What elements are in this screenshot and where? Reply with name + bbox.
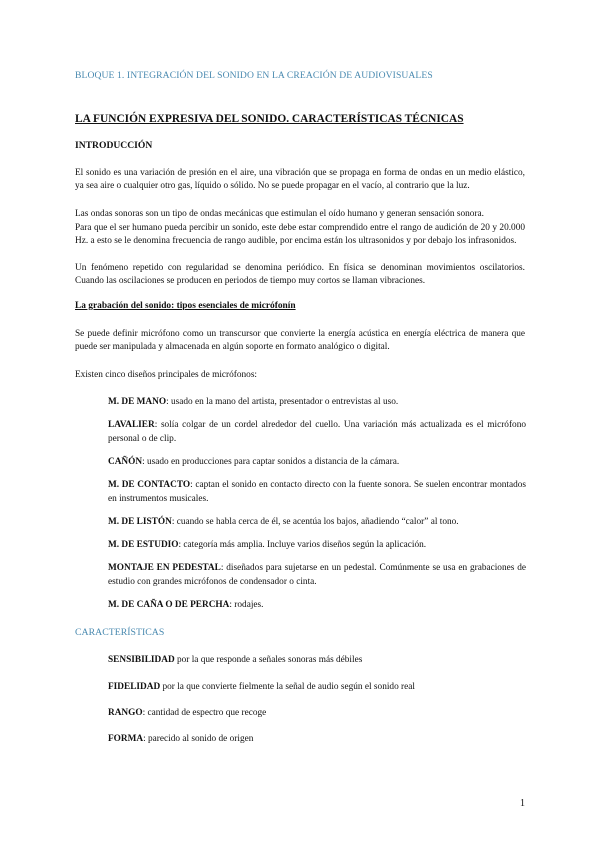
mic-type-item: [108, 418, 526, 446]
mic-type-term: CAÑÓN: [108, 457, 143, 467]
mic-type-item: [108, 478, 526, 506]
intro-paragraph-4: Un fenómeno repetido con regularidad se denomina periódico. En física se denominan movimientos oscilatorios. Cuando las oscilaciones se producen en periodos de tiempo muy cortos se llaman vibraciones.: [75, 263, 525, 287]
mic-type-item: [108, 395, 526, 409]
mic-type-item: [108, 538, 526, 552]
characteristic-desc: : cantidad de espectro que recoge: [142, 708, 267, 718]
block-title: BLOQUE 1. INTEGRACIÓN DEL SONIDO EN LA CREACIÓN DE AUDIOVISUALES: [75, 70, 433, 81]
mic-type-desc: : usado en la mano del artista, presentador o entrevistas al uso.: [166, 397, 399, 407]
characteristic-item: [108, 706, 526, 720]
mic-type-desc: : rodajes.: [229, 600, 264, 610]
mic-type-term: M. DE MANO: [108, 397, 167, 407]
mic-type-term: M. DE CAÑA O DE PERCHA: [108, 600, 230, 610]
characteristic-item: [108, 732, 526, 746]
mic-type-desc: : solía colgar de un cordel alrededor del cuello. Una variación más actualizada es el micrófono personal o de clip.: [108, 420, 526, 444]
characteristic-term: RANGO: [108, 708, 143, 718]
mic-type-term: MONTAJE EN PEDESTAL: [108, 563, 221, 573]
characteristic-item: [108, 680, 526, 694]
intro-heading: INTRODUCCIÓN: [75, 140, 153, 151]
page-number: 1: [520, 798, 525, 809]
characteristic-desc: por la que responde a señales sonoras más débiles: [174, 655, 363, 665]
characteristic-desc: por la que convierte fielmente la señal de audio según el sonido real: [160, 682, 415, 692]
microphone-types-intro: Existen cinco diseños principales de micrófonos:: [75, 370, 258, 380]
mic-type-desc: : diseñados para sujetarse en un pedestal. Comúnmente se usa en grabaciones de estudio con grandes micrófonos de condensador o cinta.: [108, 563, 526, 587]
mic-type-desc: : captan el sonido en contacto directo con la fuente sonora. Se suelen encontrar montados en instrumentos musicales.: [108, 480, 527, 504]
intro-paragraph-1: El sonido es una variación de presión en el aire, una vibración que se propaga en forma de ondas en un medio elástico, ya sea aire o cualquier otro gas, líquido o sólido. No se puede propagar en el vacío, al contrario que la luz.: [75, 168, 525, 192]
mic-type-item: [108, 455, 526, 469]
mic-type-term: LAVALIER: [108, 420, 155, 430]
mic-type-item: [108, 561, 526, 589]
main-title: LA FUNCIÓN EXPRESIVA DEL SONIDO. CARACTERÍSTICAS TÉCNICAS: [75, 113, 464, 125]
mic-type-desc: : cuando se habla cerca de él, se acentúa los bajos, añadiendo “calor” al tono.: [171, 517, 459, 527]
characteristic-term: FORMA: [108, 734, 144, 744]
mic-type-item: [108, 515, 526, 529]
characteristic-desc: : parecido al sonido de origen: [143, 734, 254, 744]
mic-type-term: M. DE ESTUDIO: [108, 540, 179, 550]
intro-paragraph-2: Las ondas sonoras son un tipo de ondas mecánicas que estimulan el oído humano y generan sensación sonora.: [75, 209, 484, 219]
characteristic-term: SENSIBILIDAD: [108, 655, 175, 665]
recording-heading: La grabación del sonido: tipos esenciales de micrófonín: [75, 301, 296, 311]
mic-type-term: M. DE LISTÓN: [108, 517, 172, 527]
characteristic-term: FIDELIDAD: [108, 682, 161, 692]
mic-type-term: M. DE CONTACTO: [108, 480, 191, 490]
mic-type-desc: : usado en producciones para captar sonidos a distancia de la cámara.: [142, 457, 400, 467]
microphone-definition: Se puede definir micrófono como un transcursor que convierte la energía acústica en energía eléctrica de manera que puede ser manipulada y almacenada en algún soporte en formato analógico o digital.: [75, 329, 525, 353]
characteristics-heading: CARACTERÍSTICAS: [75, 627, 165, 638]
mic-type-item: [108, 598, 526, 612]
intro-paragraph-3: Para que el ser humano pueda percibir un sonido, este debe estar comprendido entre el rango de audición de 20 y 20.000 Hz. a esto se le denomina frecuencia de rango audible, por encima están los ultrasonidos y por debajo los infrasonidos.: [75, 223, 525, 247]
mic-type-desc: : categoría más amplia. Incluye varios diseños según la aplicación.: [178, 540, 427, 550]
characteristic-item: [108, 653, 526, 667]
